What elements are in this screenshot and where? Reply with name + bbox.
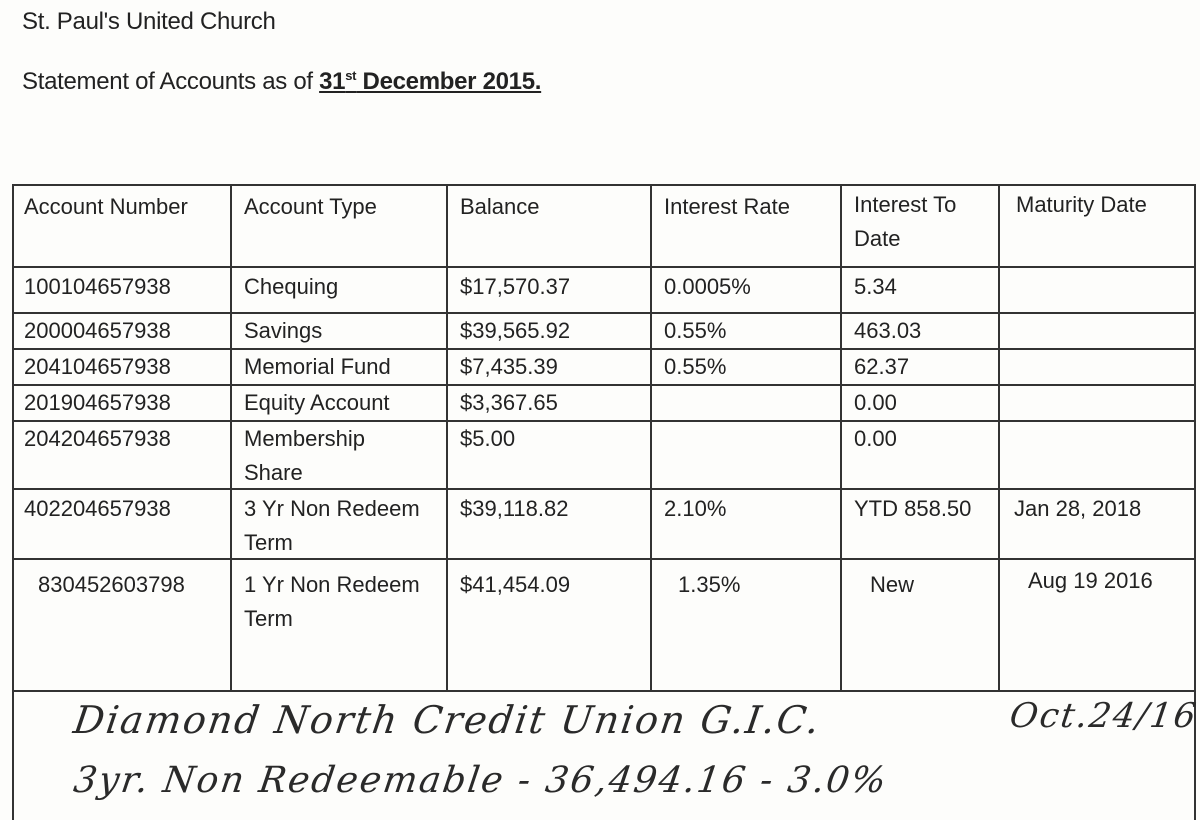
organization-name: St. Paul's United Church	[22, 8, 276, 35]
row-divider	[14, 690, 1194, 692]
row-account-number: 204104657938	[24, 354, 171, 379]
row-divider	[14, 348, 1194, 350]
row-balance: $39,118.82	[460, 496, 569, 521]
row-account-type: Chequing	[244, 274, 339, 299]
row-balance: $41,454.09	[460, 572, 571, 597]
row-account-type: 3 Yr Non Redeem Term	[244, 496, 420, 555]
row-interest-to-date: New	[870, 572, 915, 597]
row-interest-rate: 0.55%	[664, 318, 727, 343]
header-account-number: Account Number	[24, 194, 188, 219]
row-account-type: Memorial Fund	[244, 354, 391, 379]
row-interest-to-date: 0.00	[854, 426, 897, 451]
statement-month-year: December 2015.	[356, 68, 542, 95]
row-account-type: Membership Share	[244, 426, 366, 485]
row-interest-rate: 0.55%	[664, 354, 727, 379]
row-account-type: Savings	[244, 318, 323, 343]
col-divider	[840, 186, 842, 692]
statement-day-suffix: st	[345, 68, 357, 83]
statement-day: 31	[319, 68, 346, 95]
row-divider	[14, 420, 1194, 422]
accounts-table	[12, 184, 1200, 820]
handwritten-note-line2: 3yr. Non Redeemable - 36,494.16 - 3.0%	[71, 760, 891, 801]
row-account-type: 1 Yr Non Redeem Term	[244, 572, 420, 631]
row-interest-rate: 0.0005%	[664, 274, 751, 299]
header-account-type: Account Type	[244, 194, 377, 219]
row-maturity-date: Aug 19 2016	[1028, 568, 1153, 593]
row-interest-to-date: YTD 858.50	[854, 496, 972, 521]
row-divider	[14, 266, 1194, 268]
header-maturity-date: Maturity Date	[1016, 192, 1147, 217]
row-account-number: 402204657938	[24, 496, 171, 521]
row-interest-to-date: 62.37	[854, 354, 910, 379]
row-divider	[14, 488, 1194, 490]
row-divider	[14, 384, 1194, 386]
col-divider	[650, 186, 652, 692]
statement-prefix: Statement of Accounts as of	[22, 68, 320, 95]
handwritten-note-line1: Diamond North Credit Union G.I.C.	[70, 698, 824, 742]
row-maturity-date: Jan 28, 2018	[1014, 496, 1142, 521]
row-account-number: 201904657938	[24, 390, 171, 415]
col-divider	[446, 186, 448, 692]
header-interest-rate: Interest Rate	[664, 194, 790, 219]
statement-date	[319, 68, 541, 95]
handwritten-note-date: Oct.24/16	[1007, 696, 1200, 736]
row-interest-rate: 2.10%	[664, 496, 727, 521]
header-balance: Balance	[460, 194, 540, 219]
statement-title	[22, 68, 541, 96]
row-account-number: 204204657938	[24, 426, 171, 451]
row-account-number: 200004657938	[24, 318, 171, 343]
row-balance: $7,435.39	[460, 354, 558, 379]
row-account-type: Equity Account	[244, 390, 390, 415]
col-divider	[230, 186, 232, 692]
row-balance: $5.00	[460, 426, 516, 451]
row-account-number: 830452603798	[38, 572, 185, 597]
row-balance: $3,367.65	[460, 390, 558, 415]
row-interest-to-date: 463.03	[854, 318, 922, 343]
col-divider	[998, 186, 1000, 692]
row-interest-to-date: 0.00	[854, 390, 897, 415]
row-interest-to-date: 5.34	[854, 274, 897, 299]
row-balance: $39,565.92	[460, 318, 571, 343]
row-divider	[14, 312, 1194, 314]
header-interest-to-date: Interest To Date	[854, 192, 957, 251]
row-balance: $17,570.37	[460, 274, 571, 299]
row-divider	[14, 558, 1194, 560]
row-account-number: 100104657938	[24, 274, 171, 299]
row-interest-rate: 1.35%	[678, 572, 741, 597]
